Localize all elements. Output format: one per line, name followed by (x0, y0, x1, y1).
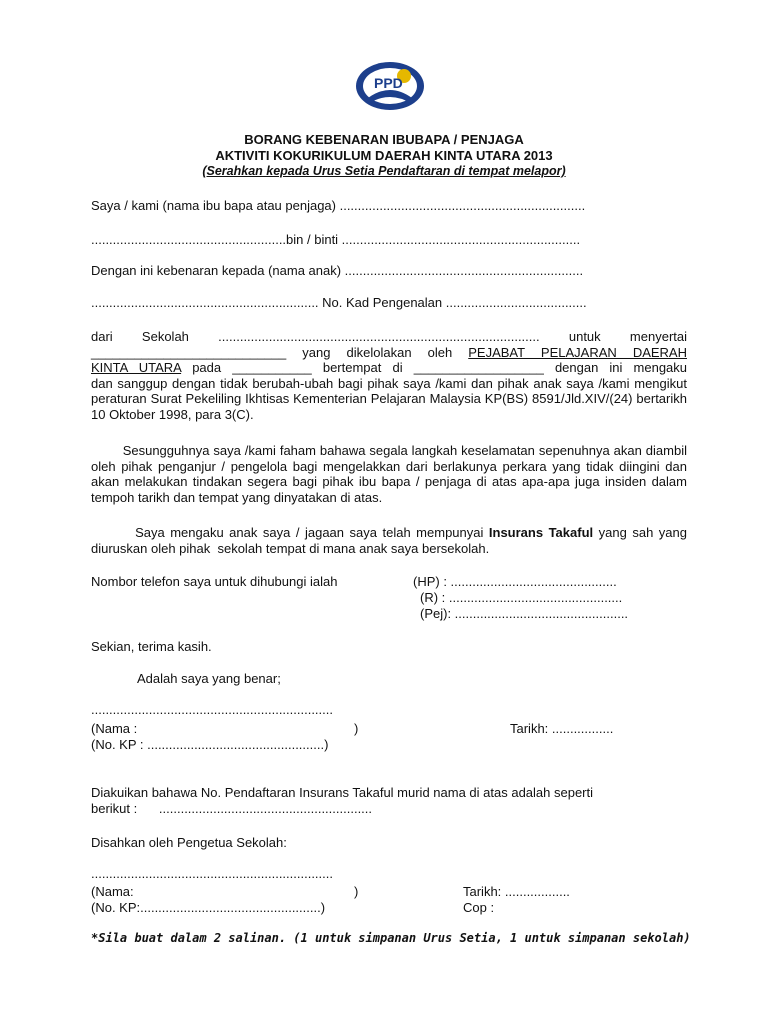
insurance-ack-line-2: berikut : ........................................................... (91, 801, 373, 816)
insurance-ack-line-1: Diakuikan bahawa No. Pendaftaran Insurans Takaful murid nama di atas adalah seperti (91, 785, 594, 800)
closing-truly: Adalah saya yang benar; (137, 671, 281, 686)
title-line-1: BORANG KEBENARAN IBUBAPA / PENJAGA (244, 132, 524, 147)
principal-nokp: (No. KP:..................................................) (91, 900, 326, 915)
parent-tarikh: Tarikh: ................. (510, 721, 614, 736)
child-name-line: Dengan ini kebenaran kepada (nama anak) .................................................................. (91, 263, 584, 278)
principal-tarikh: Tarikh: .................. (463, 884, 570, 899)
principal-nama: (Nama: ) (91, 884, 359, 899)
phone-hp: (HP) : .............................................. (413, 574, 617, 589)
footnote: *Sila buat dalam 2 salinan. (1 untuk simpanan Urus Setia, 1 untuk simpanan sekolah) (91, 931, 691, 945)
parent-nokp: (No. KP : .................................................) (91, 737, 329, 752)
school-line-d: dan sanggup dengan tidak berubah-ubah bagi pihak saya /kami dan pihak anak saya /kami mengikut peraturan Surat Pekeliling Ikhtisas Kementerian Pelajaran Malaysia KP(BS) 8591/Jld.XIV/(24) bertarikh 10 Oktober 1998, para 3(C). (91, 375, 687, 422)
phone-pej: (Pej): ................................................ (420, 606, 629, 621)
principal-signature-line: ................................................................... (91, 866, 333, 881)
phone-r: (R) : ................................................ (420, 590, 623, 605)
closing-thanks: Sekian, terima kasih. (91, 639, 212, 654)
phone-label: Nombor telefon saya untuk dihubungi ialah (91, 574, 338, 589)
bin-binti-line: ......................................................bin / binti .................................................................. (91, 232, 581, 247)
ppd-logo (354, 60, 426, 112)
school-paragraph (91, 329, 687, 422)
title-line-2: AKTIVITI KOKURIKULUM DAERAH KINTA UTARA 2013 (215, 148, 553, 163)
school-line-a: dari Sekolah ......................................................................................... untuk menyertai (91, 329, 687, 344)
title-line-3: (Serahkan kepada Urus Setia Pendaftaran di tempat melapor) (202, 164, 566, 178)
ic-number-line: ............................................................... No. Kad Pengenalan ....................................... (91, 295, 587, 310)
svg-text:PPD: PPD (374, 75, 403, 91)
principal-label: Disahkan oleh Pengetua Sekolah: (91, 835, 287, 850)
school-line-b: ___________________________ yang dikelolakan oleh PEJABAT PELAJARAN DAERAH (91, 344, 687, 360)
principal-cop: Cop : (463, 900, 495, 915)
school-line-c: KINTA UTARA pada ___________ bertempat di __________________ dengan ini mengaku (91, 360, 688, 375)
insurance-takaful-label: Insurans Takaful (488, 525, 594, 540)
insurance-paragraph: Saya mengaku anak saya / jagaan saya telah mempunyai Insurans Takaful yang sah yang diuruskan oleh pihak sekolah tempat di mana anak saya bersekolah. (91, 525, 691, 556)
office-name: PEJABAT PELAJARAN DAERAH (468, 344, 687, 360)
parent-name-line: Saya / kami (nama ibu bapa atau penjaga) .................................................................... (91, 198, 586, 213)
safety-paragraph: Sesungguhnya saya /kami faham bahawa segala langkah keselamatan sepenuhnya akan diambil oleh pihak penganjur / pengelola bagi mengelakkan dari berlakunya perkara yang tidak diingini dan akan melakukan tindakan segera bagi pihak ibu bapa / penjaga di atas apa-apa juga insiden dalam tempoh tarikh dan tempat yang dinyatakan di atas. (91, 443, 691, 505)
district-name: KINTA UTARA (91, 360, 182, 375)
parent-signature-line: ................................................................... (91, 702, 333, 717)
parent-nama: (Nama : ) (91, 721, 359, 736)
